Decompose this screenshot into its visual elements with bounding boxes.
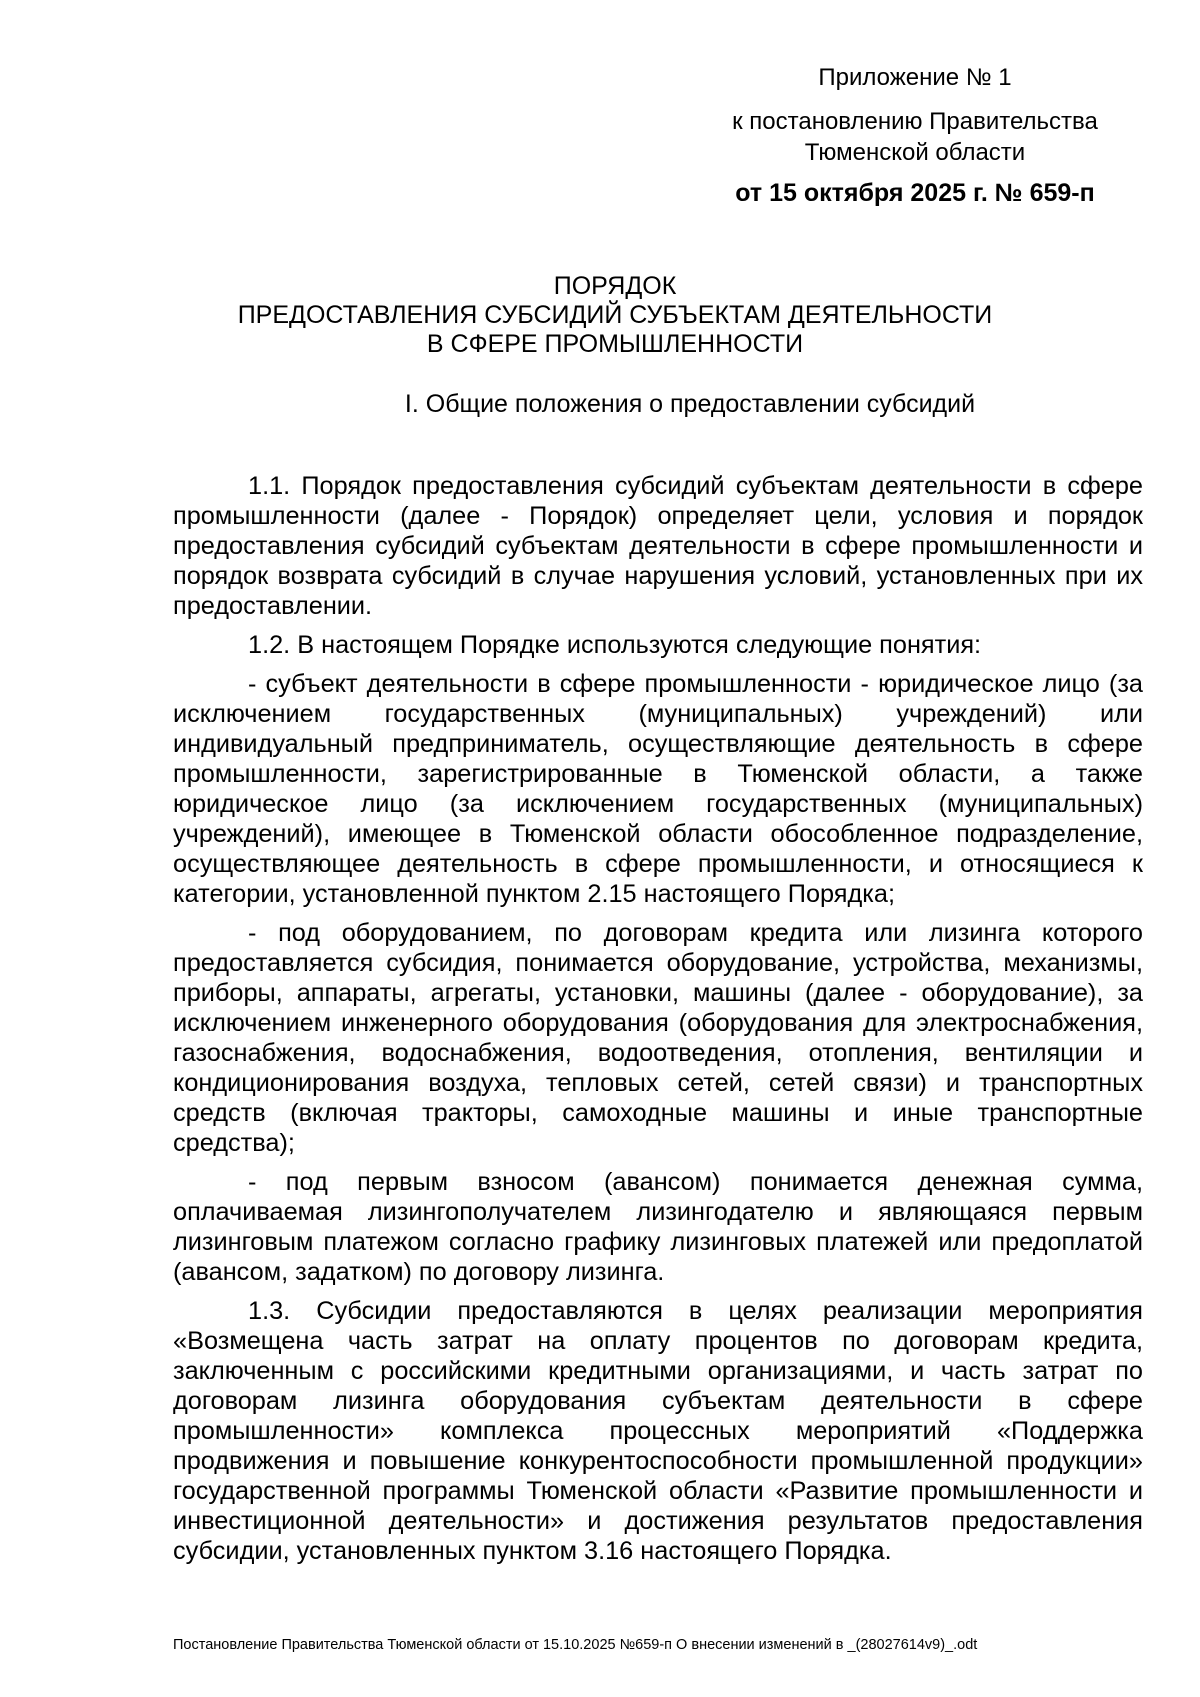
paragraph-1-3: 1.3. Субсидии предоставляются в целях реализации мероприятия «Возмещена часть затрат на оплату процентов по договорам кредита, заключенным с российскими кредитными организациями, и часть затрат по договорам лизинга оборудования субъектам деятельности в сфере промышленности» комплекса процессных мероприятий «Поддержка продвижения и повышение конкурентоспособности промышленной продукции» государственной программы Тюменской области «Развитие промышленности и инвестиционной деятельности» и достижения результатов предоставления субсидии, установленных пунктом 3.16 настоящего Порядка. — [173, 1297, 1143, 1565]
definition-equipment: - под оборудованием, по договорам кредита или лизинга которого предоставляется субсидия, понимается оборудование, устройства, механизмы, приборы, аппараты, агрегаты, установки, машины (далее - оборудование), за исключением инженерного оборудования (оборудования для электроснабжения, газоснабжения, водоснабжения, водоотведения, отопления, вентиляции и кондиционирования воздуха, тепловых сетей, сетей связи) и транспортных средств (включая тракторы, самоходные машины и иные транспортные средства); — [173, 919, 1143, 1157]
appendix-decree-reference: к постановлению Правительства Тюменской области — [732, 108, 1098, 166]
paragraph-1-1: 1.1. Порядок предоставления субсидий субъектам деятельности в сфере промышленности (далее - Порядок) определяет цели, условия и порядок предоставления субсидий субъектам деятельности в сфере промышленности и порядок возврата субсидий в случае нарушения условий, установленных при их предоставлении. — [173, 472, 1143, 620]
document-body — [173, 471, 1143, 1566]
definition-first-payment: - под первым взносом (авансом) понимается денежная сумма, оплачиваемая лизингополучателем лизингодателю и являющаяся первым лизинговым платежом согласно графику лизинговых платежей или предоплатой (авансом, задатком) по договору лизинга. — [173, 1168, 1143, 1286]
document-title — [170, 272, 1060, 359]
appendix-date-number: от 15 октября 2025 г. № 659-п — [735, 179, 1095, 207]
title-line-1: ПОРЯДОК — [553, 272, 677, 300]
section-heading: I. Общие положения о предоставлении субсидий — [404, 390, 976, 418]
title-line-3: В СФЕРЕ ПРОМЫШЛЕННОСТИ — [426, 330, 804, 358]
paragraph-1-2: 1.2. В настоящем Порядке используются следующие понятия: — [248, 631, 982, 659]
page-footer: Постановление Правительства Тюменской области от 15.10.2025 №659-п О внесении изменений в _(28027614v9)_.odt — [173, 1637, 978, 1653]
title-line-2: ПРЕДОСТАВЛЕНИЯ СУБСИДИЙ СУБЪЕКТАМ ДЕЯТЕЛЬНОСТИ — [237, 301, 993, 329]
appendix-title: Приложение № 1 — [818, 64, 1012, 91]
definition-subject: - субъект деятельности в сфере промышленности - юридическое лицо (за исключением государственных (муниципальных) учреждений) или индивидуальный предприниматель, осуществляющие деятельность в сфере промышленности, зарегистрированные в Тюменской области, а также юридическое лицо (за исключением государственных (муниципальных) учреждений), имеющее в Тюменской области обособленное подразделение, осуществляющее деятельность в сфере промышленности, и относящиеся к категории, установленной пунктом 2.15 настоящего Порядка; — [173, 670, 1143, 908]
